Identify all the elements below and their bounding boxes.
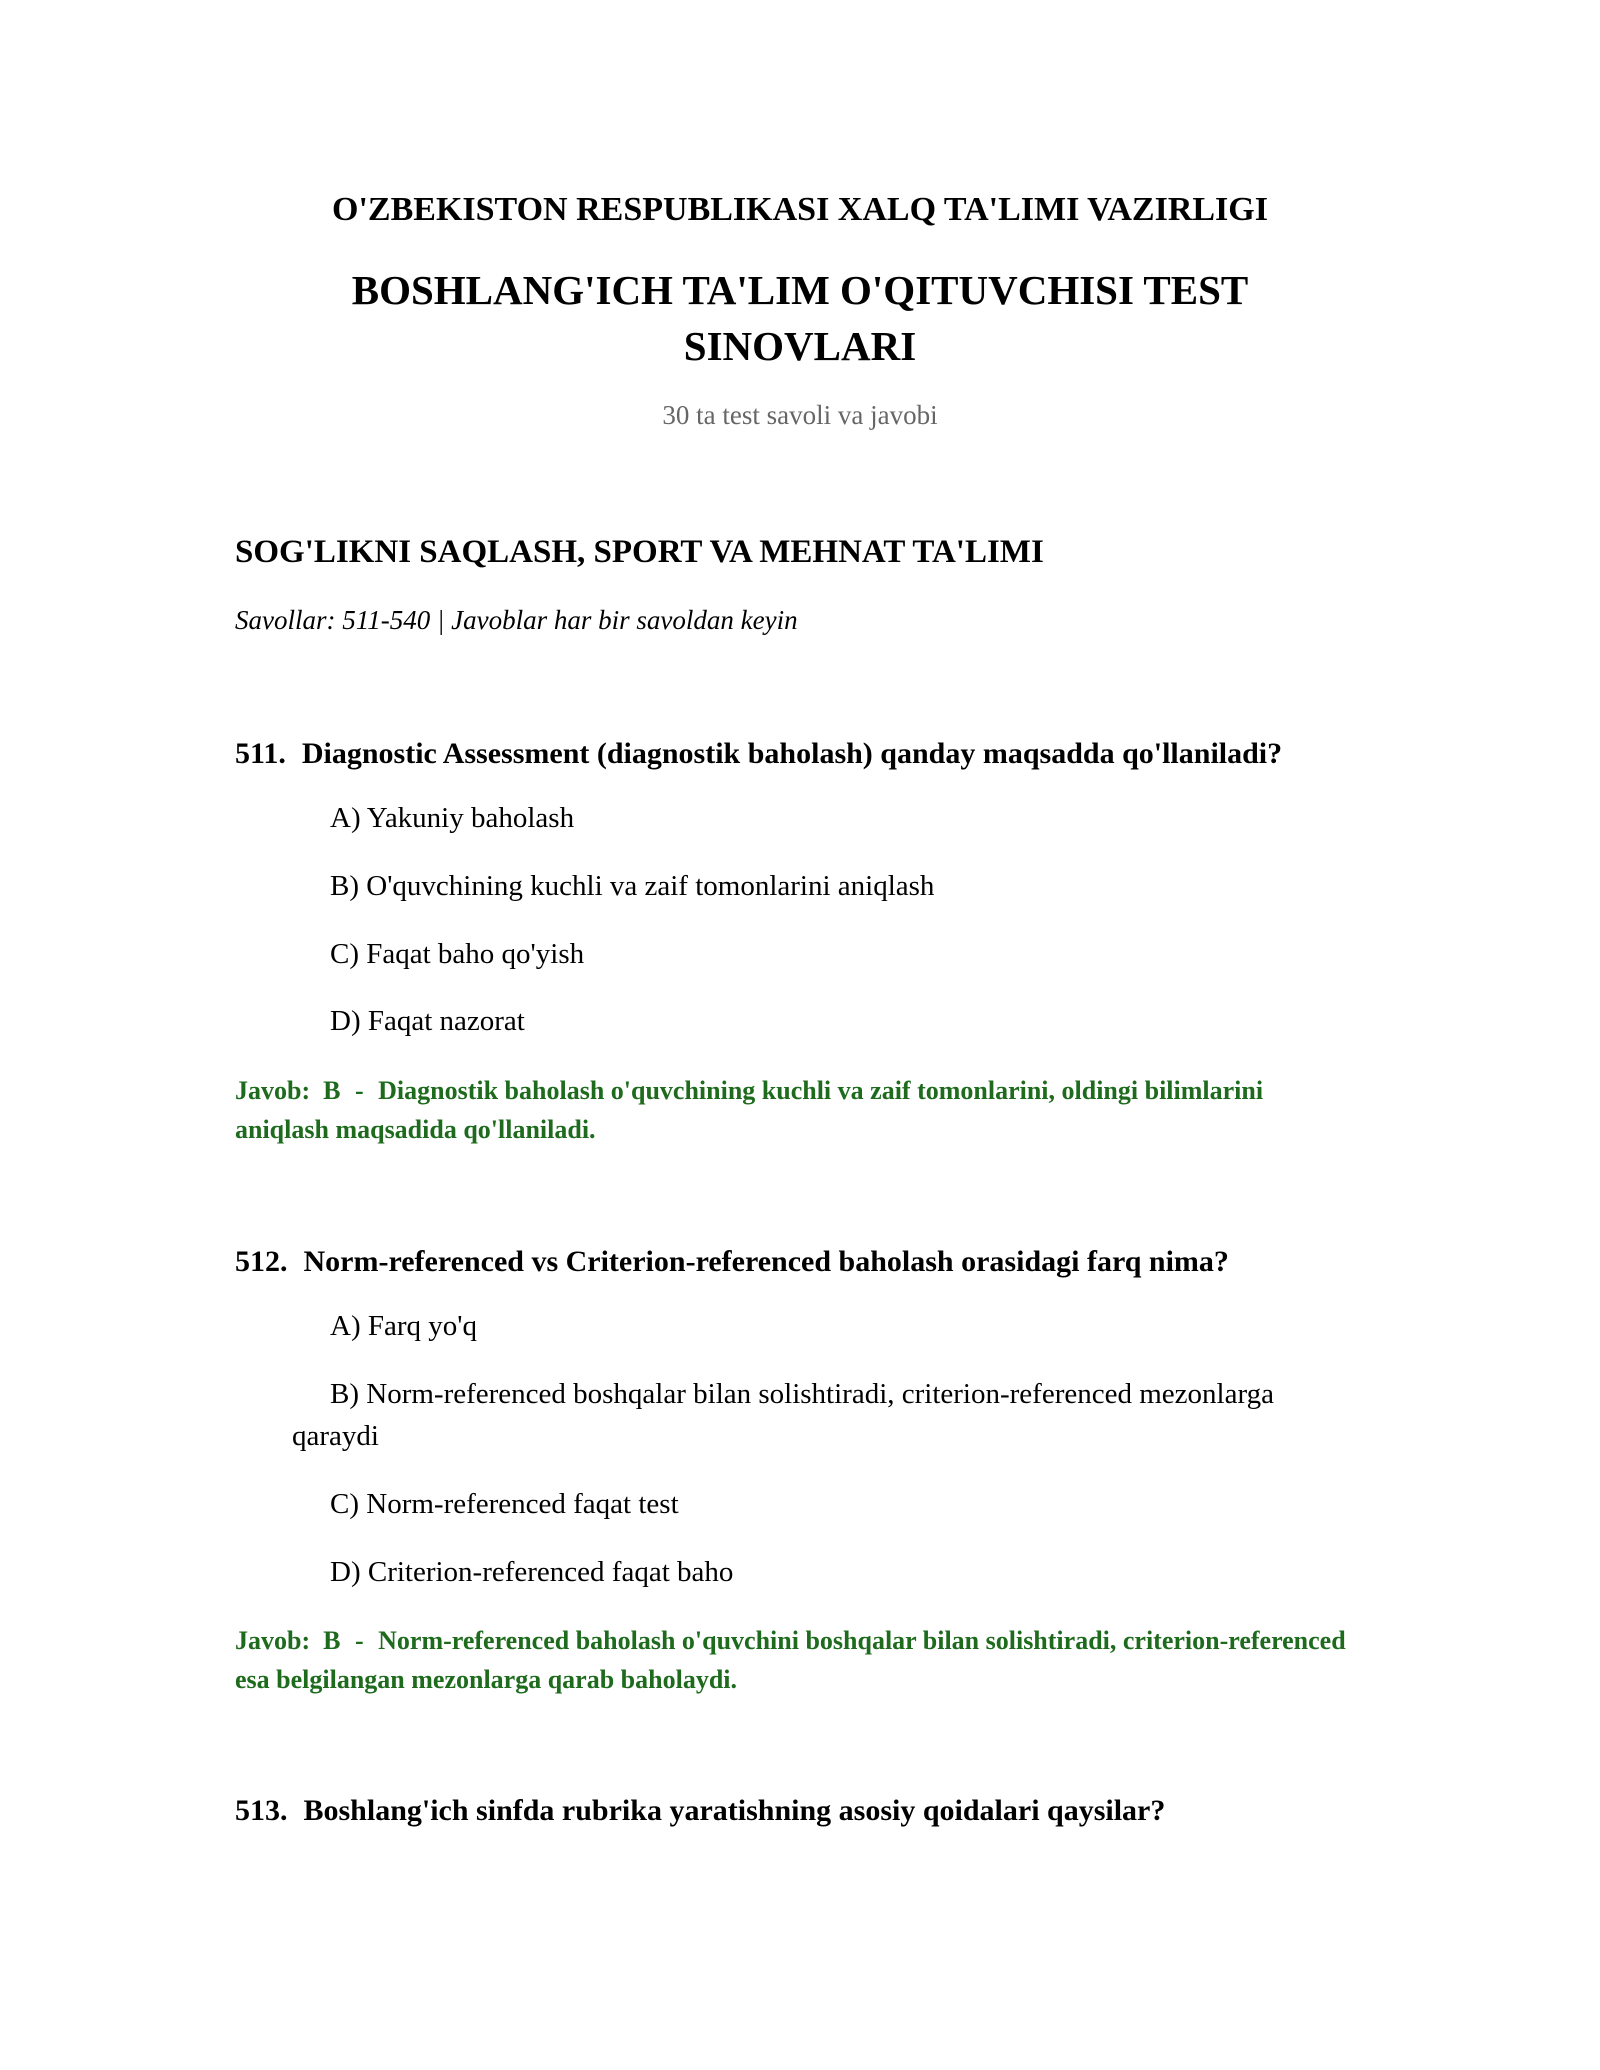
answer-dash: - xyxy=(354,1626,364,1655)
question-number: 512. xyxy=(235,1245,288,1278)
question-512 xyxy=(235,1243,1405,1694)
answer-block xyxy=(235,1621,1355,1699)
answer-text: Norm-referenced baholash o'quvchini boshqalar bilan solishtiradi, criterion-referenced esa belgilangan mezonlarga qarab baholaydi. xyxy=(235,1626,1346,1694)
answer-letter: B xyxy=(323,1626,341,1655)
option-b: B) Norm-referenced boshqalar bilan solishtiradi, criterion-referenced mezonlarga qaraydi xyxy=(292,1378,1274,1452)
page-subtitle: 30 ta test savoli va javobi xyxy=(662,400,938,430)
question-511 xyxy=(235,735,1405,1144)
answer-dash: - xyxy=(354,1076,364,1105)
page-title: BOSHLANG'ICH TA'LIM O'QITUVCHISI TEST SINOVLARI xyxy=(351,267,1249,369)
answer-text: Diagnostik baholash o'quvchining kuchli va zaif tomonlarini, oldingi bilimlarini aniqlash maqsadida qo'llaniladi. xyxy=(235,1076,1264,1144)
section-title: SOG'LIKNI SAQLASH, SPORT VA MEHNAT TA'LIMI xyxy=(235,534,1044,570)
section-note: Savollar: 511-540 | Javoblar har bir savoldan keyin xyxy=(235,605,798,635)
question-body: Diagnostic Assessment (diagnostik baholash) qanday maqsadda qo'llaniladi? xyxy=(301,737,1283,770)
ministry-heading: O'ZBEKISTON RESPUBLIKASI XALQ TA'LIMI VAZIRLIGI xyxy=(332,191,1268,228)
option-d: D) Criterion-referenced faqat baho xyxy=(330,1556,734,1588)
question-number: 511. xyxy=(235,737,286,770)
option-a: A) Yakuniy baholash xyxy=(330,802,575,834)
question-513 xyxy=(235,1792,1405,1830)
option-b: B) O'quvchining kuchli va zaif tomonlarini aniqlash xyxy=(330,870,935,902)
question-number: 513. xyxy=(235,1794,288,1827)
question-body: Norm-referenced vs Criterion-referenced baholash orasidagi farq nima? xyxy=(303,1245,1229,1278)
option-d: D) Faqat nazorat xyxy=(330,1005,525,1037)
option-a: A) Farq yo'q xyxy=(330,1310,477,1342)
answer-label: Javob: xyxy=(235,1626,311,1655)
question-body: Boshlang'ich sinfda rubrika yaratishning asosiy qoidalari qaysilar? xyxy=(303,1794,1166,1827)
question-text xyxy=(235,735,1405,773)
option-c: C) Norm-referenced faqat test xyxy=(330,1488,679,1520)
answer-label: Javob: xyxy=(235,1076,311,1105)
option-c: C) Faqat baho qo'yish xyxy=(330,938,585,970)
question-text xyxy=(235,1243,1405,1281)
answer-letter: B xyxy=(323,1076,341,1105)
answer-block xyxy=(235,1071,1355,1149)
question-text xyxy=(235,1792,1405,1830)
